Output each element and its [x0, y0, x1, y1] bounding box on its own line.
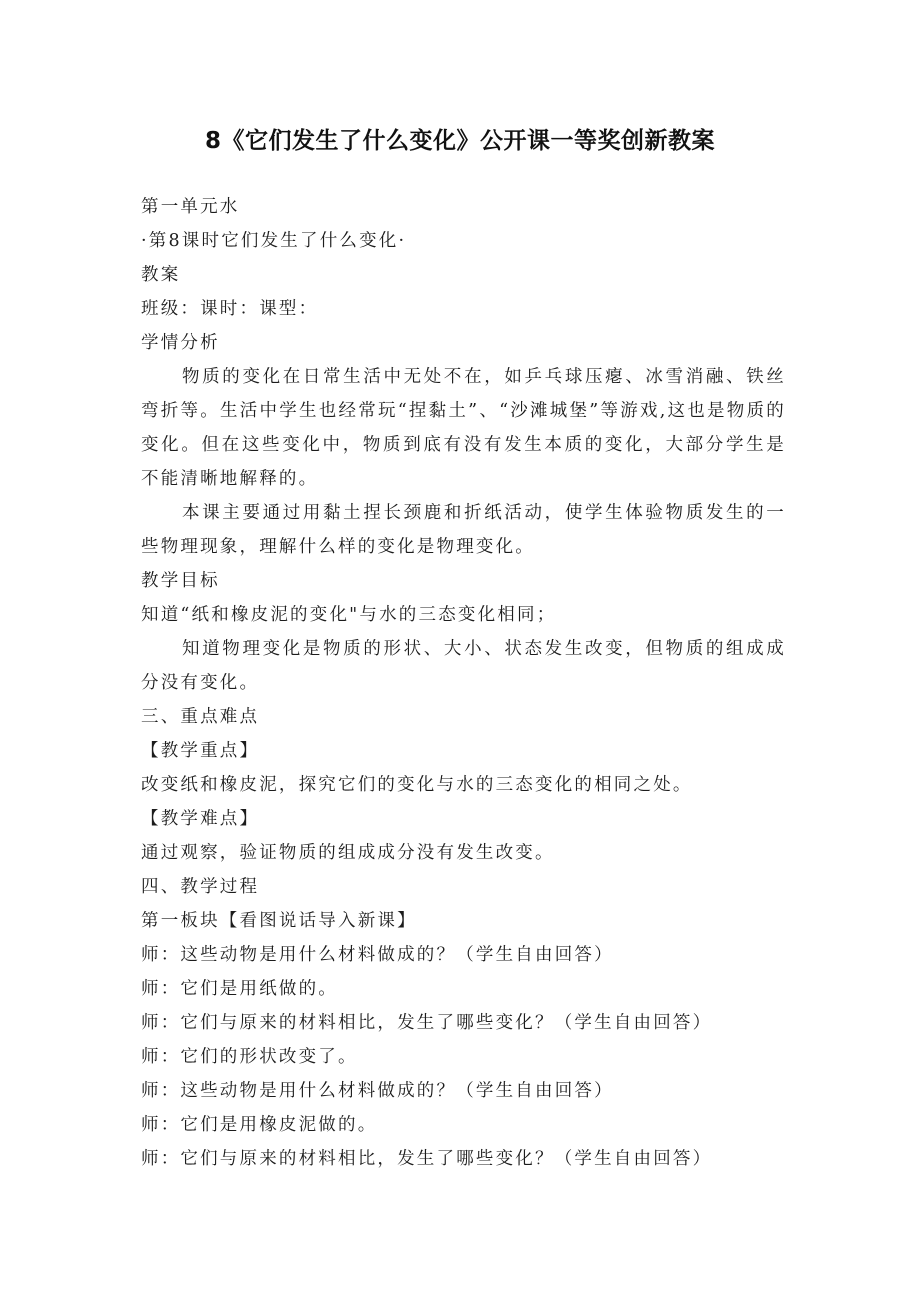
goal-1: 知道“纸和橡皮泥的变化"与水的三态变化相同；	[141, 605, 557, 625]
dialogue-line: 师：它们是用纸做的。	[141, 979, 338, 999]
dialogue-line: 师：它们与原来的材料相比，发生了哪些变化？（学生自由回答）	[141, 1149, 713, 1169]
paragraph-analysis-2: 本课主要通过用黏土捏长颈鹿和折纸活动，使学生体验物质发生的一些物理现象，理解什么样的变化是物理变化。	[141, 503, 786, 557]
heading-key-point: 【教学重点】	[141, 741, 260, 761]
unit-line: 第一单元水	[141, 197, 240, 217]
heading-key: 三、重点难点	[141, 707, 260, 727]
key-point: 改变纸和橡皮泥，探究它们的变化与水的三态变化的相同之处。	[141, 775, 693, 795]
dialogue-line: 师：它们是用橡皮泥做的。	[141, 1115, 378, 1135]
heading-goal: 教学目标	[141, 571, 220, 591]
class-info-line: 班级：课时：课型：	[141, 299, 319, 319]
dialogue-line: 师：这些动物是用什么材料做成的？（学生自由回答）	[141, 1081, 614, 1101]
block-1-heading: 第一板块【看图说话导入新课】	[141, 911, 417, 931]
dialogue-line: 师：它们的形状改变了。	[141, 1047, 358, 1067]
lesson-line: ·第8课时它们发生了什么变化·	[141, 231, 407, 251]
heading-analysis: 学情分析	[141, 333, 220, 353]
paragraph-analysis-1: 物质的变化在日常生活中无处不在，如乒乓球压瘪、冰雪消融、铁丝弯折等。生活中学生也经常玩“捏黏土”、“沙滩城堡”等游戏,这也是物质的变化。但在这些变化中，物质到底有没有发生本质的变化，大部分学生是不能清晰地解释的。	[141, 367, 786, 489]
jiaoan-line: 教案	[141, 265, 181, 285]
difficulty: 通过观察，验证物质的组成成分没有发生改变。	[141, 843, 555, 863]
goal-2: 知道物理变化是物质的形状、大小、状态发生改变，但物质的组成成分没有变化。	[141, 639, 786, 693]
heading-process: 四、教学过程	[141, 877, 260, 897]
document-body	[141, 190, 786, 1176]
dialogue-line: 师：这些动物是用什么材料做成的？（学生自由回答）	[141, 945, 614, 965]
document-title: 8《它们发生了什么变化》公开课一等奖创新教案	[204, 128, 715, 154]
dialogue-line: 师：它们与原来的材料相比，发生了哪些变化？（学生自由回答）	[141, 1013, 713, 1033]
heading-difficulty: 【教学难点】	[141, 809, 260, 829]
